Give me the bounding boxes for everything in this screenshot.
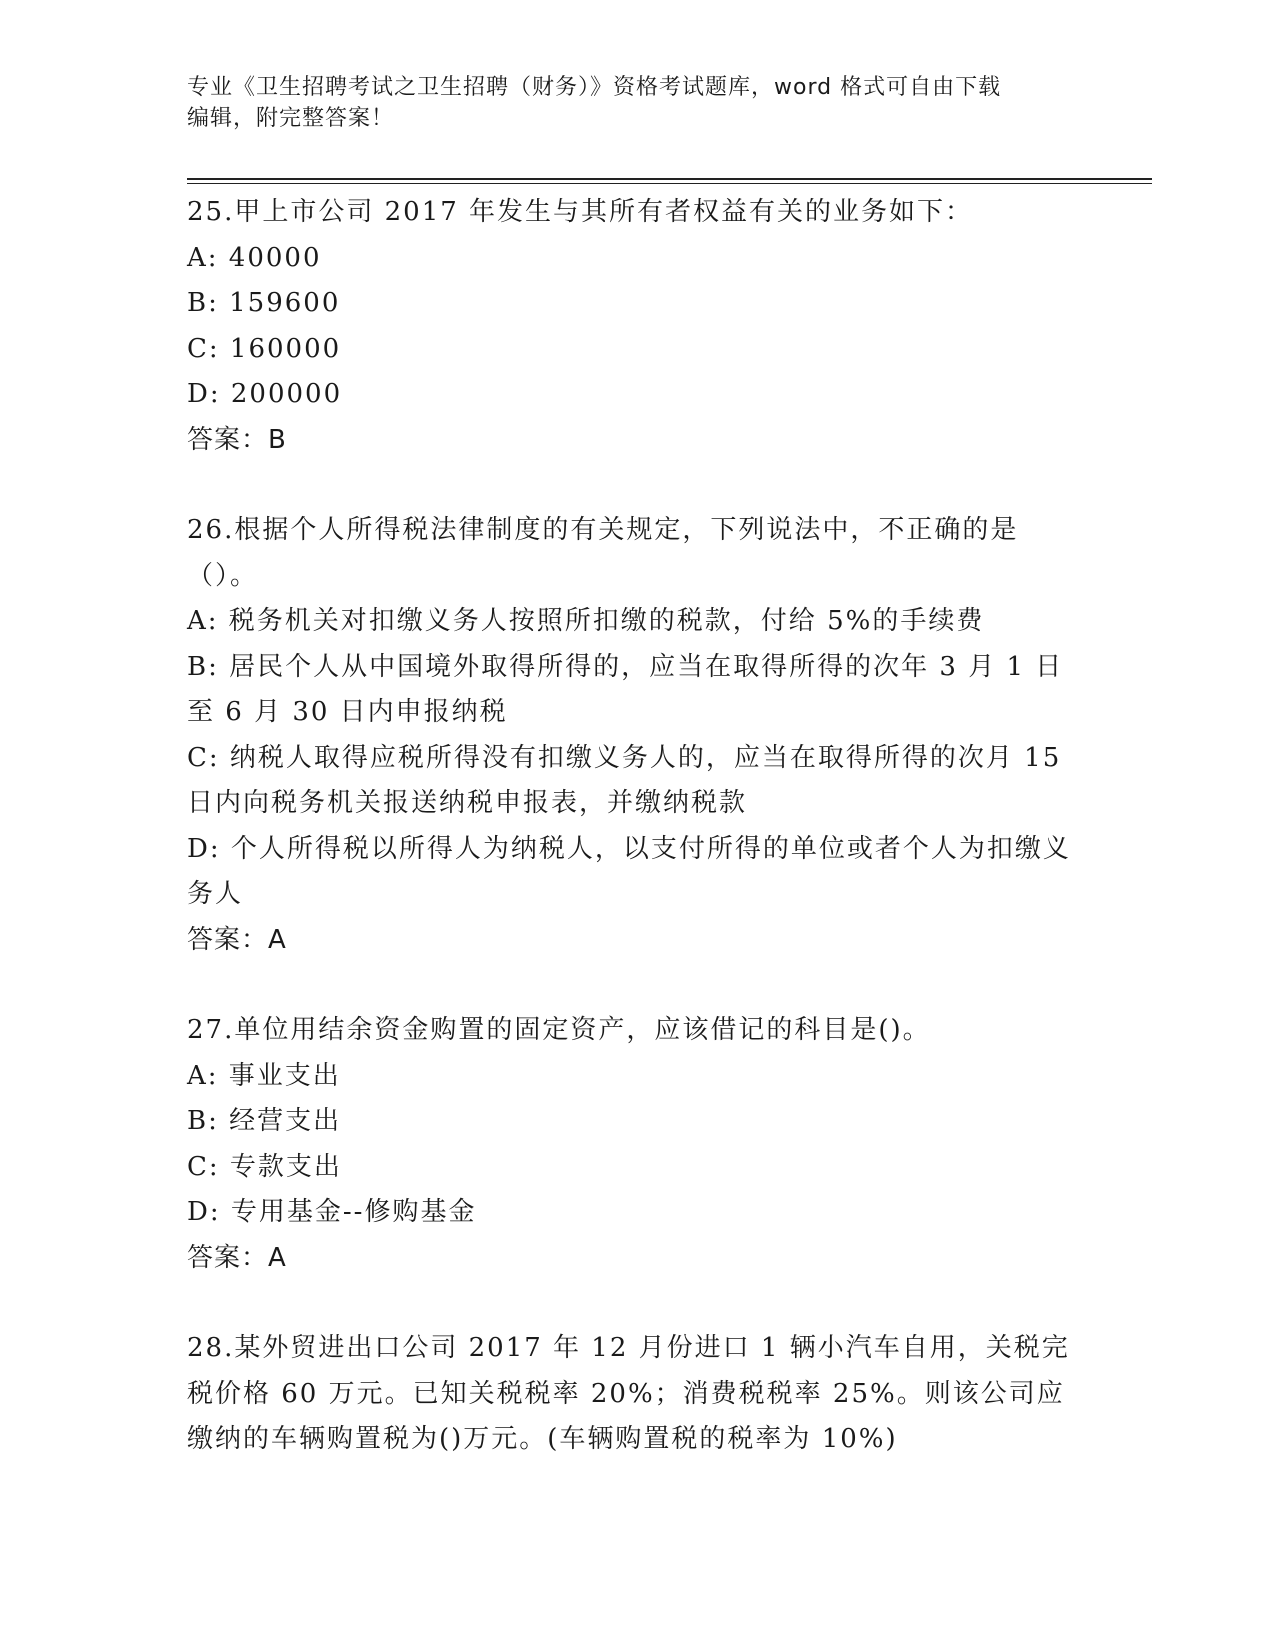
option-c: C: 160000 bbox=[187, 333, 342, 364]
question-28 bbox=[187, 1326, 1087, 1463]
question-26 bbox=[187, 508, 1087, 963]
question-stem: 26.根据个人所得税法律制度的有关规定，下列说法中，不正确的是（）。 bbox=[187, 515, 1019, 591]
question-list bbox=[187, 190, 1087, 1508]
option-d: D: 200000 bbox=[187, 379, 343, 409]
header-line-1: 专业《卫生招聘考试之卫生招聘（财务）》资格考试题库，word 格式可自由下载 bbox=[187, 75, 1002, 100]
option-c: C: 专款支出 bbox=[187, 1151, 342, 1182]
option-a: A: 税务机关对扣缴义务人按照所扣缴的税款，付给 5%的手续费 bbox=[187, 606, 985, 636]
header-divider-thin bbox=[187, 183, 1152, 184]
question-27 bbox=[187, 1008, 1087, 1281]
option-c: C: 纳税人取得应税所得没有扣缴义务人的，应当在取得所得的次月 15 日内向税务机关报送纳税申报表，并缴纳税款 bbox=[187, 742, 1062, 818]
option-a: A: 40000 bbox=[187, 242, 322, 273]
header-divider-thick bbox=[187, 178, 1152, 180]
option-b: B: 经营支出 bbox=[187, 1106, 342, 1136]
question-stem: 25.甲上市公司 2017 年发生与其所有者权益有关的业务如下： bbox=[187, 197, 974, 227]
option-d: D: 个人所得税以所得人为纳税人，以支付所得的单位或者个人为扣缴义务人 bbox=[187, 833, 1071, 909]
header-line-2: 编辑，附完整答案！ bbox=[187, 106, 395, 131]
answer-line: 答案：A bbox=[187, 924, 287, 955]
option-d: D: 专用基金--修购基金 bbox=[187, 1197, 477, 1227]
option-b: B: 159600 bbox=[187, 288, 341, 318]
option-a: A: 事业支出 bbox=[187, 1060, 341, 1091]
question-stem: 27.单位用结余资金购置的固定资产，应该借记的科目是()。 bbox=[187, 1015, 931, 1045]
question-25 bbox=[187, 190, 1087, 463]
answer-line: 答案：A bbox=[187, 1242, 287, 1273]
answer-line: 答案：B bbox=[187, 424, 287, 455]
question-stem: 28.某外贸进出口公司 2017 年 12 月份进口 1 辆小汽车自用，关税完税价格 60 万元。已知关税税率 20%；消费税税率 25%。则该公司应缴纳的车辆购置税为()万元。(车辆购置税的税率为 10%) bbox=[187, 1333, 1070, 1454]
option-b: B: 居民个人从中国境外取得所得的，应当在取得所得的次年 3 月 1 日至 6 月 30 日内申报纳税 bbox=[187, 651, 1064, 727]
document-header bbox=[187, 72, 1067, 134]
